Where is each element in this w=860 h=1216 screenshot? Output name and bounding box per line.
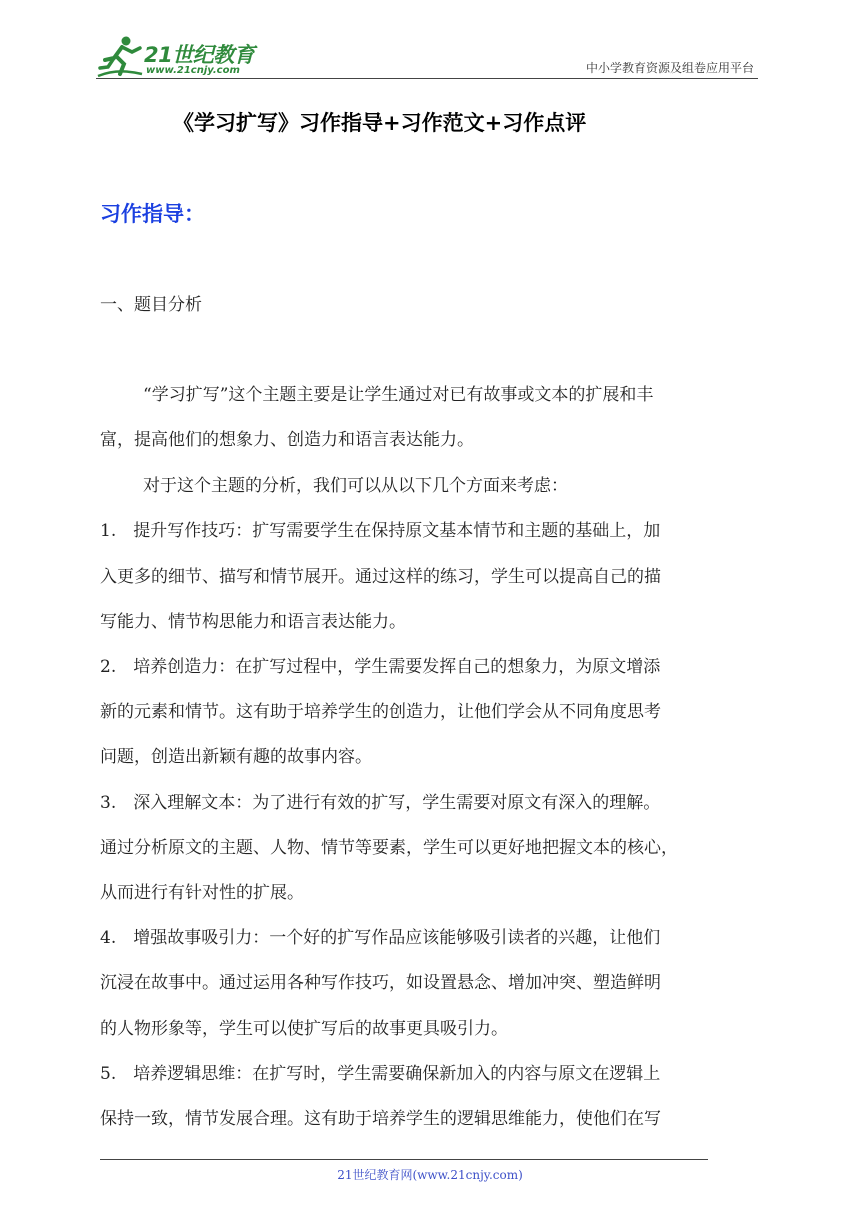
body-line: 入更多的细节、描写和情节展开。通过这样的练习，学生可以提高自己的描 (100, 567, 661, 587)
body-line: 对于这个主题的分析，我们可以从以下几个方面来考虑： (143, 476, 568, 496)
document-title: 《学习扩写》习作指导+习作范文+习作点评 (173, 110, 587, 135)
body-line: 1. 提升写作技巧：扩写需要学生在保持原文基本情节和主题的基础上，加 (100, 521, 661, 541)
platform-label: 中小学教育资源及组卷应用平台 (585, 61, 754, 75)
header-divider (96, 78, 758, 79)
body-line: 富，提高他们的想象力、创造力和语言表达能力。 (100, 430, 474, 450)
body-line: “学习扩写”这个主题主要是让学生通过对已有故事或文本的扩展和丰 (143, 385, 654, 405)
body-line: 保持一致，情节发展合理。这有助于培养学生的逻辑思维能力，使他们在写 (100, 1109, 661, 1129)
logo-url: www.21cnjy.com (146, 65, 240, 76)
logo-text: 21世纪教育 (144, 43, 255, 67)
page-header (96, 34, 758, 80)
body-line: 3. 深入理解文本：为了进行有效的扩写，学生需要对原文有深入的理解。 (100, 793, 661, 813)
body-line: 的人物形象等，学生可以使扩写后的故事更具吸引力。 (100, 1019, 508, 1039)
body-line: 新的元素和情节。这有助于培养学生的创造力，让他们学会从不同角度思考 (100, 702, 661, 722)
body-line: 5. 培养逻辑思维：在扩写时，学生需要确保新加入的内容与原文在逻辑上 (100, 1064, 661, 1084)
body-line: 写能力、情节构思能力和语言表达能力。 (100, 612, 406, 632)
section-heading: 习作指导： (100, 202, 205, 226)
footer-text: 21世纪教育网(www.21cnjy.com) (337, 1168, 523, 1182)
body-line: 沉浸在故事中。通过运用各种写作技巧，如设置悬念、增加冲突、塑造鲜明 (100, 973, 661, 993)
subheading: 一、题目分析 (100, 295, 202, 315)
logo (96, 34, 296, 80)
body-line: 2. 培养创造力：在扩写过程中，学生需要发挥自己的想象力，为原文增添 (100, 657, 661, 677)
runner-logo-icon (96, 34, 144, 80)
body-line: 通过分析原文的主题、人物、情节等要素，学生可以更好地把握文本的核心， (100, 838, 678, 858)
body-line: 问题，创造出新颖有趣的故事内容。 (100, 747, 372, 767)
body-line: 4. 增强故事吸引力：一个好的扩写作品应该能够吸引读者的兴趣，让他们 (100, 928, 661, 948)
body-line: 从而进行有针对性的扩展。 (100, 883, 304, 903)
footer-divider (100, 1159, 708, 1160)
